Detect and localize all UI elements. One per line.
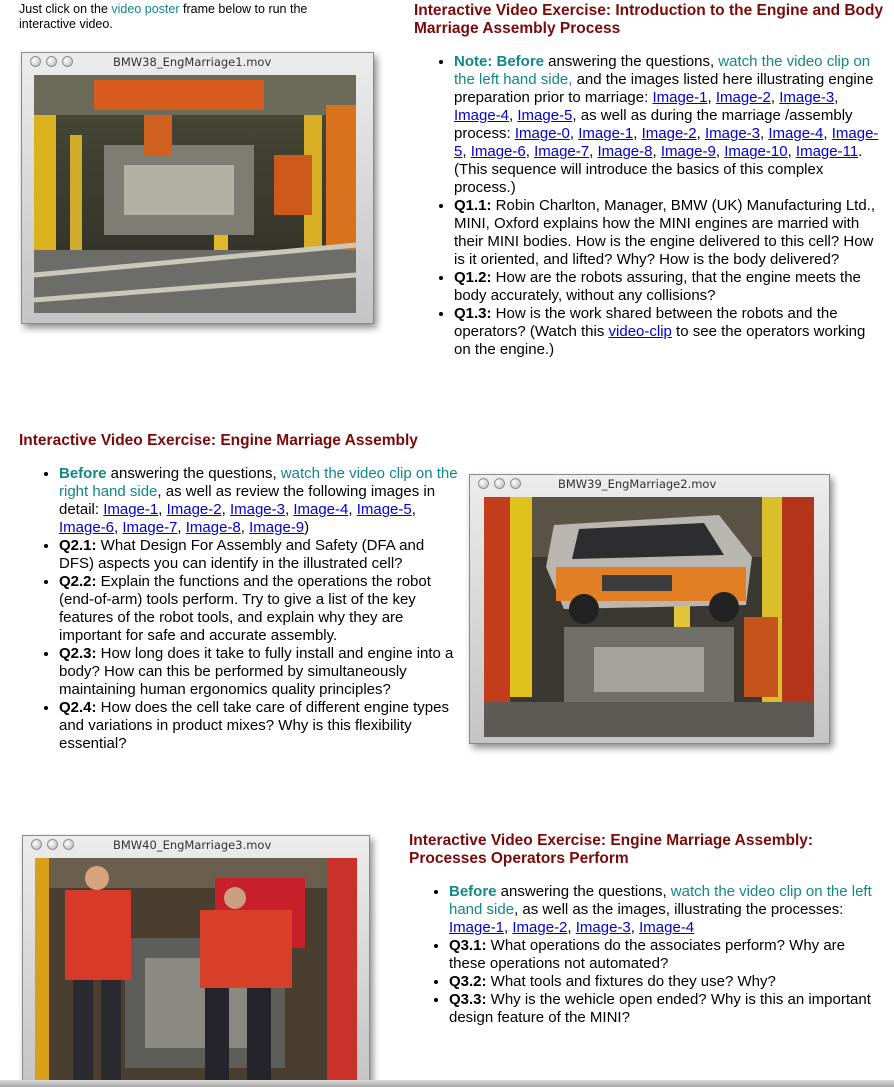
- image-link[interactable]: Image-3: [575, 919, 631, 936]
- image-link[interactable]: Image-3: [229, 501, 285, 518]
- watch-video-left-text: watch the video clip on the left hand side,: [454, 53, 871, 88]
- prep-image-link[interactable]: Image-1: [652, 89, 708, 106]
- section-1-list: [414, 53, 884, 359]
- section-2-heading: Interactive Video Exercise: Engine Marriage Assembly: [19, 432, 418, 449]
- window-zoom-button[interactable]: [63, 839, 74, 850]
- note-text-1: answering the questions,: [544, 53, 719, 70]
- section-3-list: [409, 883, 879, 1027]
- question-label: Q1.2:: [454, 269, 492, 286]
- question-1-2: [454, 269, 884, 305]
- window-close-button[interactable]: [30, 56, 41, 67]
- question-text: What Design For Assembly and Safety (DFA and DFS) aspects you can identify in the illustrated cell?: [59, 537, 425, 572]
- image-link[interactable]: Image-1: [449, 919, 505, 936]
- question-2-2: [59, 573, 459, 645]
- assembly-image-link[interactable]: Image-5: [454, 125, 879, 160]
- operators-image-3: [35, 858, 357, 1086]
- section-1-note: • Note: Before answering the questions, watch the video clip on the left hand side, and the images listed here illustrating engine preparation prior to marriage: Image-1, Image-2, Image-3, Image-4, Image-5, as well as during the marriage /assembly process: Image-0, Image-1, Image-2, Image-3, Image-4, Image-5, Image-6, Image-7, Image-8, Image-9, Image-10, Image-11. (This sequence will introduce the basics of this complex process.): [454, 53, 884, 197]
- intro-text-1: answering the questions,: [496, 883, 671, 900]
- question-3-3: [449, 991, 879, 1027]
- note-text-4: . (This sequence will introduce the basics of this complex process.): [454, 143, 863, 196]
- image-link[interactable]: Image-7: [122, 519, 178, 536]
- question-text: What tools and fixtures do they use? Why?: [486, 973, 776, 990]
- video-player-3[interactable]: [22, 835, 370, 1087]
- section-3-heading: Interactive Video Exercise: Engine Marriage Assembly: Processes Operators Perform: [409, 832, 814, 867]
- image-link[interactable]: Image-1: [103, 501, 159, 518]
- image-link[interactable]: Image-4: [293, 501, 349, 518]
- note-label: Note: Before: [454, 53, 545, 70]
- image-link[interactable]: Image-6: [59, 519, 115, 536]
- assembly-image-link[interactable]: Image-4: [768, 125, 824, 142]
- intro-text: [19, 2, 349, 32]
- section-3: [409, 832, 879, 1027]
- question-label: Q3.1:: [449, 937, 487, 954]
- intro-text-1: Just click on the: [19, 2, 112, 16]
- section-3-intro: • Before answering the questions, watch the video clip on the left hand side, as well as the images, illustrating the processes: Image-1, Image-2, Image-3, Image-4: [449, 883, 879, 937]
- question-2-3: [59, 645, 459, 699]
- video-poster-1[interactable]: [34, 75, 356, 313]
- window-minimize-button[interactable]: [494, 478, 505, 489]
- question-1-3: [454, 305, 884, 359]
- before-label: Before: [449, 883, 497, 900]
- section-2-list: [19, 465, 459, 753]
- window-zoom-button[interactable]: [510, 478, 521, 489]
- question-label: Q1.3:: [454, 305, 492, 322]
- intro-text-1: answering the questions,: [106, 465, 281, 482]
- section-1: [414, 2, 884, 359]
- question-1-1: [454, 197, 884, 269]
- question-text: How are the robots assuring, that the engine meets the body accurately, without any collisions?: [454, 269, 861, 304]
- assembly-image-link[interactable]: Image-7: [534, 143, 590, 160]
- player-1-title: BMW38_EngMarriage1.mov: [113, 55, 272, 69]
- note-text-3: , as well as during the marriage /assembly process:: [454, 107, 853, 142]
- intro-text-2: , as well as review the following images in detail:: [59, 483, 436, 518]
- question-label: Q1.1:: [454, 197, 492, 214]
- prep-image-link[interactable]: Image-3: [779, 89, 835, 106]
- question-label: Q2.1:: [59, 537, 97, 554]
- assembly-image-link[interactable]: Image-8: [597, 143, 653, 160]
- watch-video-left-text: watch the video clip on the left hand side: [449, 883, 872, 918]
- intro-text-2: , as well as the images, illustrating the processes:: [514, 901, 844, 918]
- image-link[interactable]: Image-5: [356, 501, 412, 518]
- prep-image-link[interactable]: Image-2: [715, 89, 771, 106]
- question-text: How long does it take to fully install and engine into a body? How can this be performed by simultaneously maintaining human ergonomics quality principles?: [59, 645, 454, 698]
- question-2-4: [59, 699, 459, 753]
- assembly-image-link[interactable]: Image-10: [724, 143, 788, 160]
- section-2-intro: • Before answering the questions, watch the video clip on the right hand side, as well as review the following images in detail: Image-1, Image-2, Image-3, Image-4, Image-5, Image-6, Image-7, Image-8, Image-9): [59, 465, 459, 537]
- question-label: Q2.2:: [59, 573, 97, 590]
- video-poster-3[interactable]: [35, 858, 357, 1086]
- question-3-1: [449, 937, 879, 973]
- question-text: Explain the functions and the operations the robot (end-of-arm) tools perform. Try to give a list of the key features of the robot tools, and explain why they are important for safe and accurate assembly.: [59, 573, 431, 644]
- assembly-image-link[interactable]: Image-11: [795, 143, 859, 160]
- assembly-image-link[interactable]: Image-3: [704, 125, 761, 142]
- window-zoom-button[interactable]: [62, 56, 73, 67]
- video-clip-link[interactable]: video-clip: [608, 323, 672, 340]
- player-3-title: BMW40_EngMarriage3.mov: [113, 838, 272, 852]
- prep-image-link[interactable]: Image-5: [517, 107, 573, 124]
- factory-cell-image-1: [34, 75, 356, 313]
- prep-image-link[interactable]: Image-4: [454, 107, 510, 124]
- question-label: Q2.4:: [59, 699, 97, 716]
- image-link[interactable]: Image-2: [512, 919, 568, 936]
- watch-video-right-text: watch the video clip on the right hand side: [59, 465, 458, 500]
- question-text: How is the work shared between the robots and the operators? (Watch this: [454, 305, 838, 340]
- question-label: Q3.3:: [449, 991, 487, 1008]
- image-link[interactable]: Image-8: [185, 519, 241, 536]
- image-link[interactable]: Image-4: [639, 919, 695, 936]
- question-label: Q3.2:: [449, 973, 487, 990]
- assembly-image-link[interactable]: Image-9: [660, 143, 716, 160]
- question-label: Q2.3:: [59, 645, 97, 662]
- question-text: What operations do the associates perform? Why are these operations not automated?: [449, 937, 846, 972]
- question-2-1: [59, 537, 459, 573]
- image-link[interactable]: Image-2: [166, 501, 222, 518]
- player-2-title: BMW39_EngMarriage2.mov: [558, 477, 717, 491]
- question-text: to see the operators working on the engine.): [454, 323, 866, 358]
- player-3-titlebar: [23, 836, 369, 854]
- window-close-button[interactable]: [31, 839, 42, 850]
- note-text-2: and the images listed here illustrating engine preparation prior to marriage:: [454, 71, 874, 106]
- window-bottom-bar: [0, 1080, 894, 1087]
- video-player-2[interactable]: [469, 474, 830, 744]
- image-link[interactable]: Image-9: [249, 519, 305, 536]
- player-1-titlebar: [22, 53, 373, 71]
- window-minimize-button[interactable]: [47, 839, 58, 850]
- question-text: How does the cell take care of different engine types and variations in product mixes? Why is this flexibility essential?: [59, 699, 449, 752]
- window-minimize-button[interactable]: [46, 56, 57, 67]
- video-player-1[interactable]: [21, 52, 374, 324]
- question-3-2: [449, 973, 879, 991]
- assembly-image-link[interactable]: Image-1: [578, 125, 634, 142]
- intro-text-2: frame below to run the interactive video.: [19, 2, 308, 31]
- section-1-heading: Interactive Video Exercise: Introduction to the Engine and Body Marriage Assembly Process: [414, 2, 884, 37]
- question-text: Robin Charlton, Manager, BMW (UK) Manufacturing Ltd., MINI, Oxford explains how the MINI engines are married with their MINI bodies. How is the engine delivered to this cell? How is it oriented, and lifted? Why? How is the body delivered?: [454, 197, 876, 268]
- player-2-titlebar: [470, 475, 829, 493]
- window-close-button[interactable]: [478, 478, 489, 489]
- assembly-image-link[interactable]: Image-2: [641, 125, 697, 142]
- assembly-image-link[interactable]: Image-6: [470, 143, 526, 160]
- question-text: Why is the wehicle open ended? Why is this an important design feature of the MINI?: [449, 991, 871, 1026]
- before-label: Before: [59, 465, 107, 482]
- assembly-image-link[interactable]: Image-0: [514, 125, 570, 142]
- video-poster-2[interactable]: [484, 497, 814, 737]
- intro-text-3: ): [304, 519, 310, 536]
- factory-cell-image-2: [484, 497, 814, 737]
- video-poster-link[interactable]: video poster: [111, 2, 180, 16]
- section-2: [19, 432, 459, 753]
